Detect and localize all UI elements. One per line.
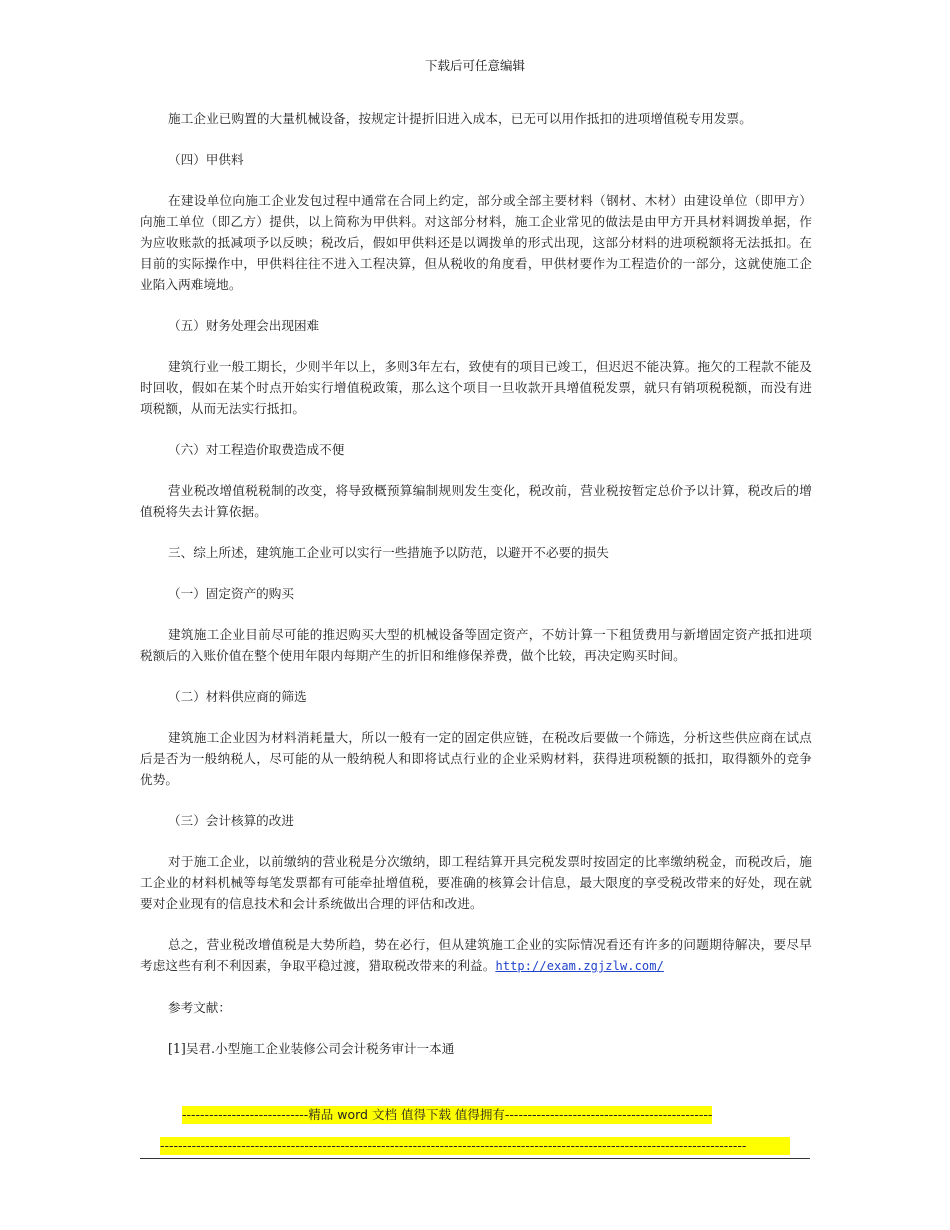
paragraph: 营业税改增值税税制的改变，将导致概预算编制规则发生变化，税改前，营业税按暂定总价予以计算，税改后的增值税将失去计算依据。 (140, 483, 812, 519)
paragraph: 在建设单位向施工企业发包过程中通常在合同上约定，部分或全部主要材料（钢材、木材）由建设单位（即甲方）向施工单位（即乙方）提供，以上简称为甲供料。对这部分材料，施工企业常见的做法是由甲方开具材料调拨单据，作为应收账款的抵减项予以反映；税改后，假如甲供料还是以调拨单的形式出现，这部分材料的进项税额将无法抵扣。在目前的实际操作中，甲供料往往不进入工程决算，但从税收的角度看，甲供材要作为工程造价的一部分，这就使施工企业陷入两难境地。 (140, 193, 812, 292)
exam-link[interactable]: http://exam.zgjzlw.com/ (495, 959, 664, 973)
subsection-heading: （二）材料供应商的筛选 (168, 689, 307, 704)
paragraph: 对于施工企业，以前缴纳的营业税是分次缴纳，即工程结算开具完税发票时按固定的比率缴纳税金，而税改后，施工企业的材料机械等每笔发票都有可能牵扯增值税，要准确的核算会计信息，最大限度的享受税改带来的好处，现在就要对企业现有的信息技术和会计系统做出合理的评估和改进。 (140, 854, 812, 911)
subsection-heading: （三）会计核算的改进 (168, 813, 294, 828)
section-heading: （六）对工程造价取费造成不便 (168, 442, 345, 457)
subsection-heading: （一）固定资产的购买 (168, 586, 294, 601)
dashed-banner: ---------------------------------------------------------------------------------------------------------------------------------- (160, 1137, 790, 1155)
section-heading: 三、综上所述，建筑施工企业可以实行一些措施予以防范，以避开不必要的损失 (168, 545, 609, 560)
conclusion-paragraph (140, 934, 812, 977)
document-body (140, 108, 812, 1079)
conclusion-text: 总之，营业税改增值税是大势所趋，势在必行，但从建筑施工企业的实际情况看还有许多的问题期待解决，要尽早考虑这些有利不利因素，争取平稳过渡，猎取税改带来的利益。 (140, 937, 812, 973)
page-header: 下载后可任意编辑 (424, 58, 525, 73)
footer-divider (140, 1158, 810, 1159)
reference-item: [1]吴君.小型施工企业装修公司会计税务审计一本通 (168, 1041, 455, 1056)
section-heading: （五）财务处理会出现困难 (168, 318, 320, 333)
promo-banner: ----------------------------精品 word 文档 值得下载 值得拥有---------------------------------------------- (182, 1107, 713, 1122)
references-title: 参考文献： (168, 1000, 231, 1015)
paragraph: 建筑施工企业因为材料消耗量大，所以一般有一定的固定供应链，在税改后要做一个筛选，分析这些供应商在试点后是否为一般纳税人，尽可能的从一般纳税人和即将试点行业的企业采购材料，获得进项税额的抵扣，取得额外的竞争优势。 (140, 730, 812, 787)
paragraph: 施工企业已购置的大量机械设备，按规定计提折旧进入成本，已无可以用作抵扣的进项增值税专用发票。 (168, 111, 752, 126)
section-heading: （四）甲供料 (168, 152, 244, 167)
paragraph: 建筑施工企业目前尽可能的推迟购买大型的机械设备等固定资产，不妨计算一下租赁费用与新增固定资产抵扣进项税额后的入账价值在整个使用年限内每期产生的折旧和维修保养费，做个比较，再决定购买时间。 (140, 627, 812, 663)
paragraph: 建筑行业一般工期长，少则半年以上，多则3年左右，致使有的项目已竣工，但迟迟不能决算。拖欠的工程款不能及时回收，假如在某个时点开始实行增值税政策，那么这个项目一旦收款开具增值税发票，就只有销项税税额，而没有进项税额，从而无法实行抵扣。 (140, 359, 812, 416)
